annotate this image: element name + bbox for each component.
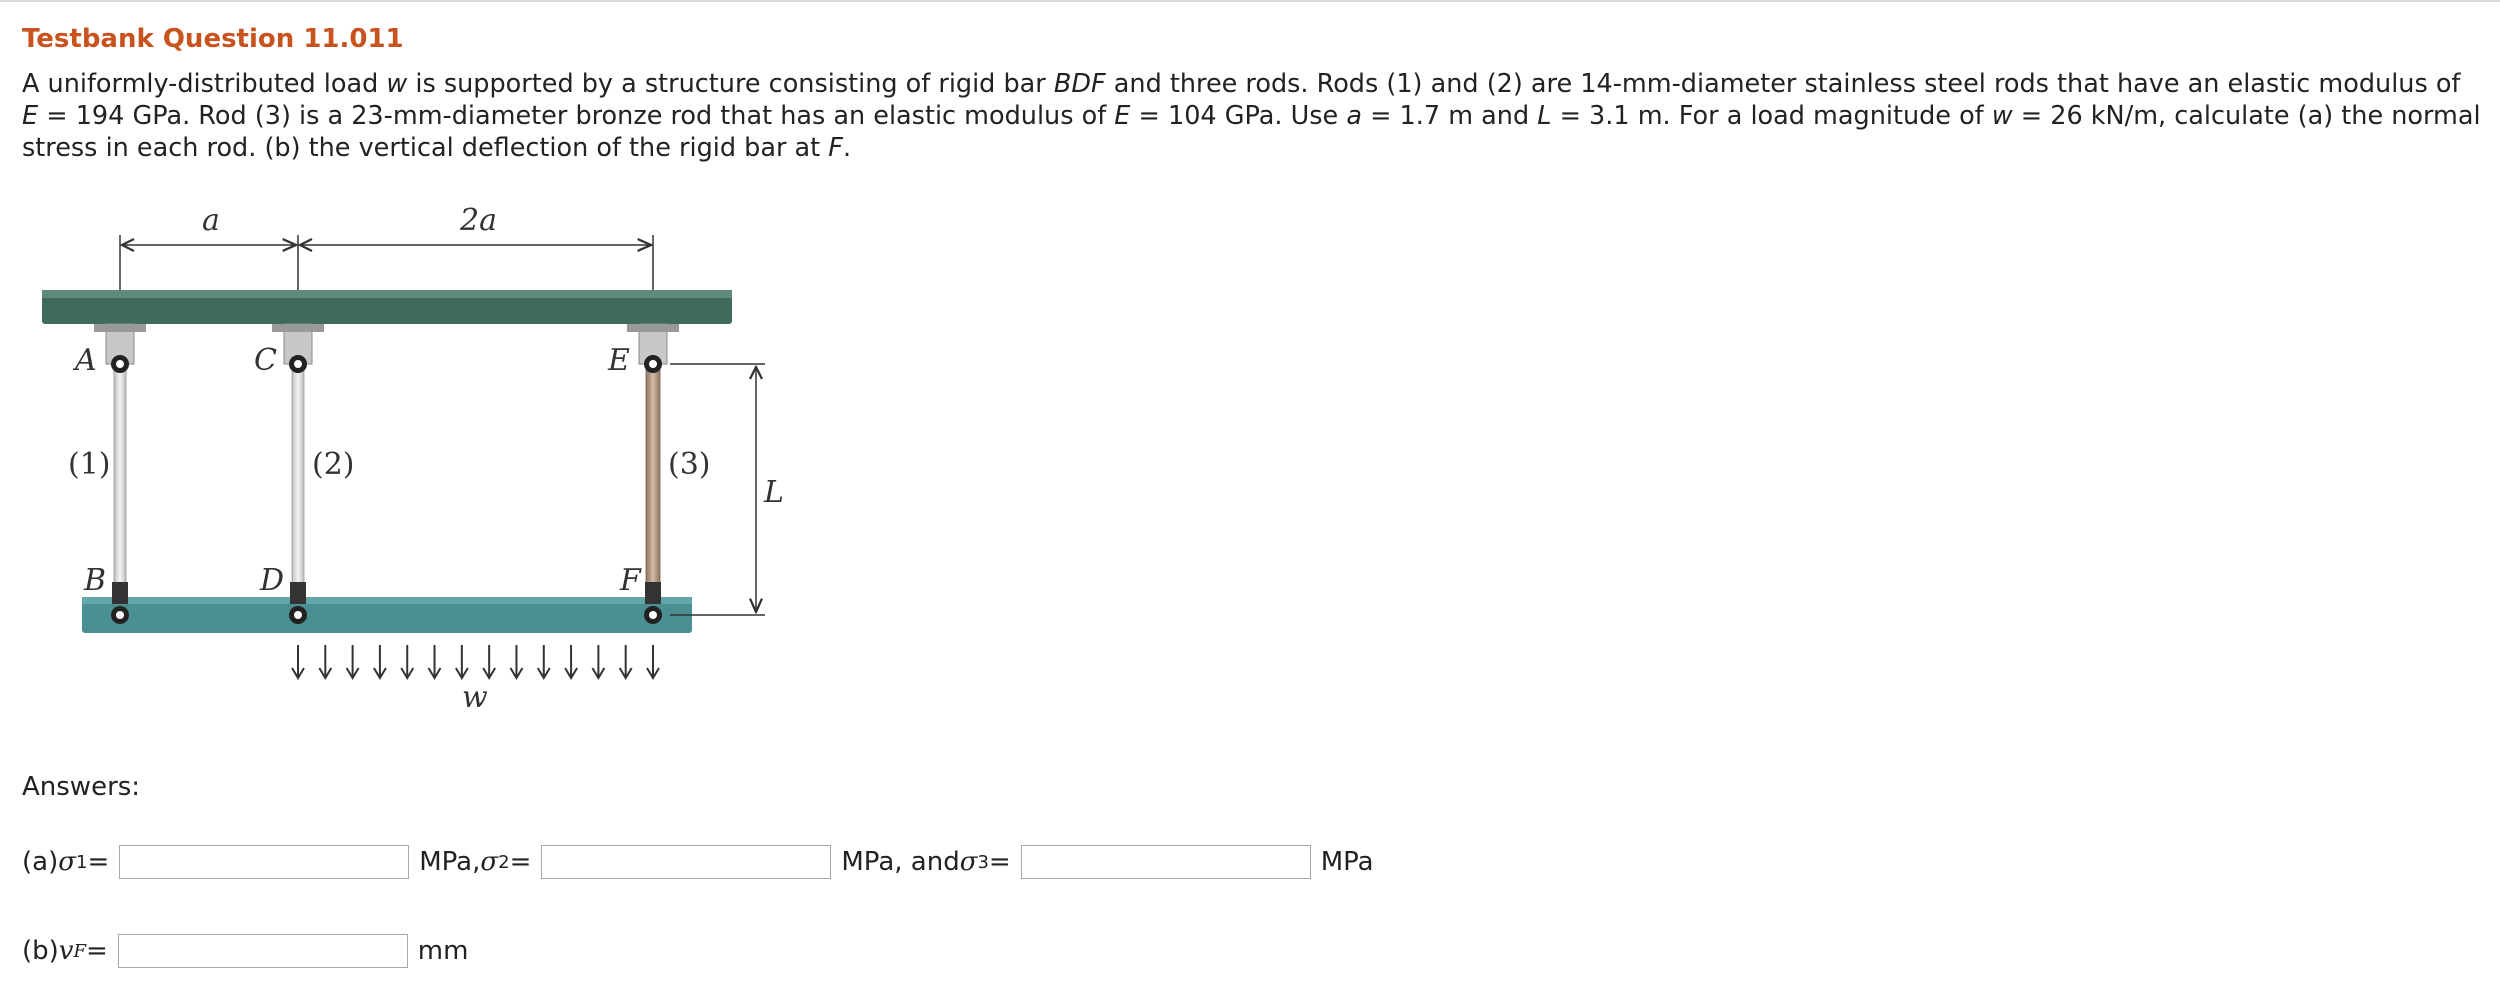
- v-symbol: v: [58, 936, 74, 966]
- sigma3-input[interactable]: [1021, 845, 1311, 879]
- dim-2a-label: 2a: [460, 203, 497, 238]
- text-part: A uniformly-distributed load: [22, 69, 387, 99]
- structure-figure: [20, 187, 790, 732]
- dimension-a-2a: [120, 203, 653, 347]
- sub-f: F: [73, 940, 86, 962]
- sigma1-input[interactable]: [119, 845, 409, 879]
- distributed-load: [290, 645, 660, 678]
- answer-row-a: [22, 845, 1374, 879]
- part-b-label: (b): [22, 936, 59, 966]
- load-w-label: w: [462, 680, 488, 715]
- text-var-f: F: [828, 133, 843, 163]
- question-title: Testbank Question 11.011: [22, 24, 404, 54]
- question-container: [22, 24, 2482, 164]
- text-part: = 1.7 m and: [1361, 101, 1538, 131]
- text-var-e: E: [1114, 101, 1131, 131]
- text-part: = 104 GPa. Use: [1130, 101, 1347, 131]
- text-part: = 26 kN/m, calculate (a) the normal stress in each rod. (b) the vertical deflection of the rigid bar at: [22, 101, 2481, 163]
- equals-sign: =: [509, 847, 532, 877]
- text-var-l: L: [1537, 101, 1552, 131]
- unit-mpa-comma: MPa,: [419, 847, 481, 877]
- answers-heading: Answers:: [22, 772, 141, 802]
- sigma-symbol: σ: [959, 847, 978, 877]
- sigma-symbol: σ: [480, 847, 499, 877]
- sigma-symbol: σ: [58, 847, 76, 877]
- text-part: = 194 GPa. Rod (3) is a 23-mm-diameter bronze rod that has an elastic modulus of: [38, 101, 1115, 131]
- dimension-l: [670, 364, 784, 615]
- text-part: .: [842, 133, 852, 163]
- text-part: and three rods. Rods (1) and (2) are 14-mm-diameter stainless steel rods that have an elastic modulus of: [1105, 69, 2461, 99]
- rigid-bar-highlight: [82, 597, 692, 604]
- text-var-w: w: [386, 69, 408, 99]
- label-c: C: [254, 343, 277, 378]
- label-b: B: [84, 563, 107, 598]
- unit-mm: mm: [417, 936, 469, 966]
- text-var-e: E: [22, 101, 39, 131]
- text-part: = 3.1 m. For a load magnitude of: [1551, 101, 1992, 131]
- dim-l-label: L: [764, 475, 784, 510]
- structure-diagram: [20, 187, 790, 732]
- dim-a-label: a: [202, 203, 220, 238]
- support-beam-highlight: [42, 290, 732, 298]
- equals-sign: =: [86, 936, 108, 966]
- label-f: F: [620, 563, 641, 598]
- label-e: E: [608, 343, 630, 378]
- text-var-a: a: [1346, 101, 1362, 131]
- sub-1: 1: [75, 851, 88, 873]
- top-pins: [111, 355, 662, 373]
- equals-sign: =: [87, 847, 110, 877]
- rod-1: [114, 362, 126, 592]
- answer-row-b: [22, 934, 468, 968]
- equals-sign: =: [988, 847, 1011, 877]
- unit-mpa-and: MPa, and: [841, 847, 960, 877]
- vf-input[interactable]: [118, 934, 408, 968]
- top-brackets: [94, 324, 679, 364]
- label-a: A: [75, 343, 97, 378]
- text-part: is supported by a structure consisting of rigid bar: [407, 69, 1054, 99]
- label-rod-1: (1): [68, 447, 111, 482]
- part-a-label: (a): [22, 847, 59, 877]
- question-text: [22, 68, 2482, 164]
- label-d: D: [260, 563, 285, 598]
- label-rod-2: (2): [312, 447, 355, 482]
- rod-2: [292, 362, 304, 592]
- rod-3: [646, 362, 660, 592]
- sub-3: 3: [977, 851, 989, 873]
- unit-mpa: MPa: [1320, 847, 1374, 877]
- text-var-bdf: BDF: [1053, 69, 1106, 99]
- label-rod-3: (3): [668, 447, 711, 482]
- text-var-w: w: [1991, 101, 2013, 131]
- sigma2-input[interactable]: [541, 845, 831, 879]
- sub-2: 2: [498, 851, 510, 873]
